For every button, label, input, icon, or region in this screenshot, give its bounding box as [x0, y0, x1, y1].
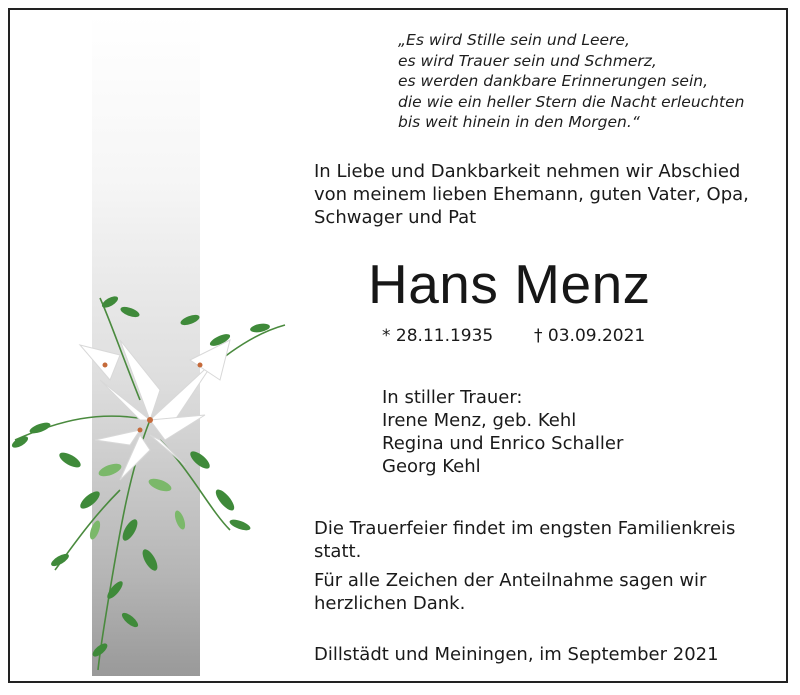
lily-bouquet-image [0, 270, 300, 675]
thanks-notice [314, 569, 706, 615]
birth-date: * 28.11.1935 [382, 326, 494, 346]
quote-line: die wie ein heller Stern die Nacht erleuchten [398, 92, 745, 111]
memorial-quote [398, 30, 744, 133]
quote-line: es werden dankbare Erinnerungen sein, [398, 72, 709, 90]
death-date: † 03.09.2021 [534, 326, 646, 346]
farewell-intro [314, 160, 749, 229]
thanks-line: Für alle Zeichen der Anteilnahme sagen wir [314, 570, 707, 591]
mourner-name: Regina und Enrico Schaller [382, 433, 624, 454]
funeral-line: Die Trauerfeier findet im engsten Familienkreis [314, 518, 736, 539]
mourners-block [382, 386, 623, 478]
deceased-name: Hans Menz [368, 253, 651, 315]
mourner-name: Irene Menz, geb. Kehl [382, 410, 577, 431]
funeral-notice [314, 517, 735, 563]
funeral-line: statt. [314, 541, 362, 562]
mourners-heading: In stiller Trauer: [382, 387, 523, 408]
quote-line: „Es wird Stille sein und Leere, [398, 31, 630, 49]
place-and-date: Dillstädt und Meiningen, im September 2021 [314, 644, 719, 665]
quote-line: es wird Trauer sein und Schmerz, [398, 51, 657, 70]
intro-line: In Liebe und Dankbarkeit nehmen wir Abschied [314, 161, 741, 182]
intro-line: Schwager und Pat [314, 207, 477, 228]
thanks-line: herzlichen Dank. [314, 593, 466, 614]
mourner-name: Georg Kehl [382, 456, 481, 477]
intro-line: von meinem lieben Ehemann, guten Vater, Opa, [314, 184, 749, 205]
quote-line: bis weit hinein in den Morgen.“ [398, 113, 640, 131]
